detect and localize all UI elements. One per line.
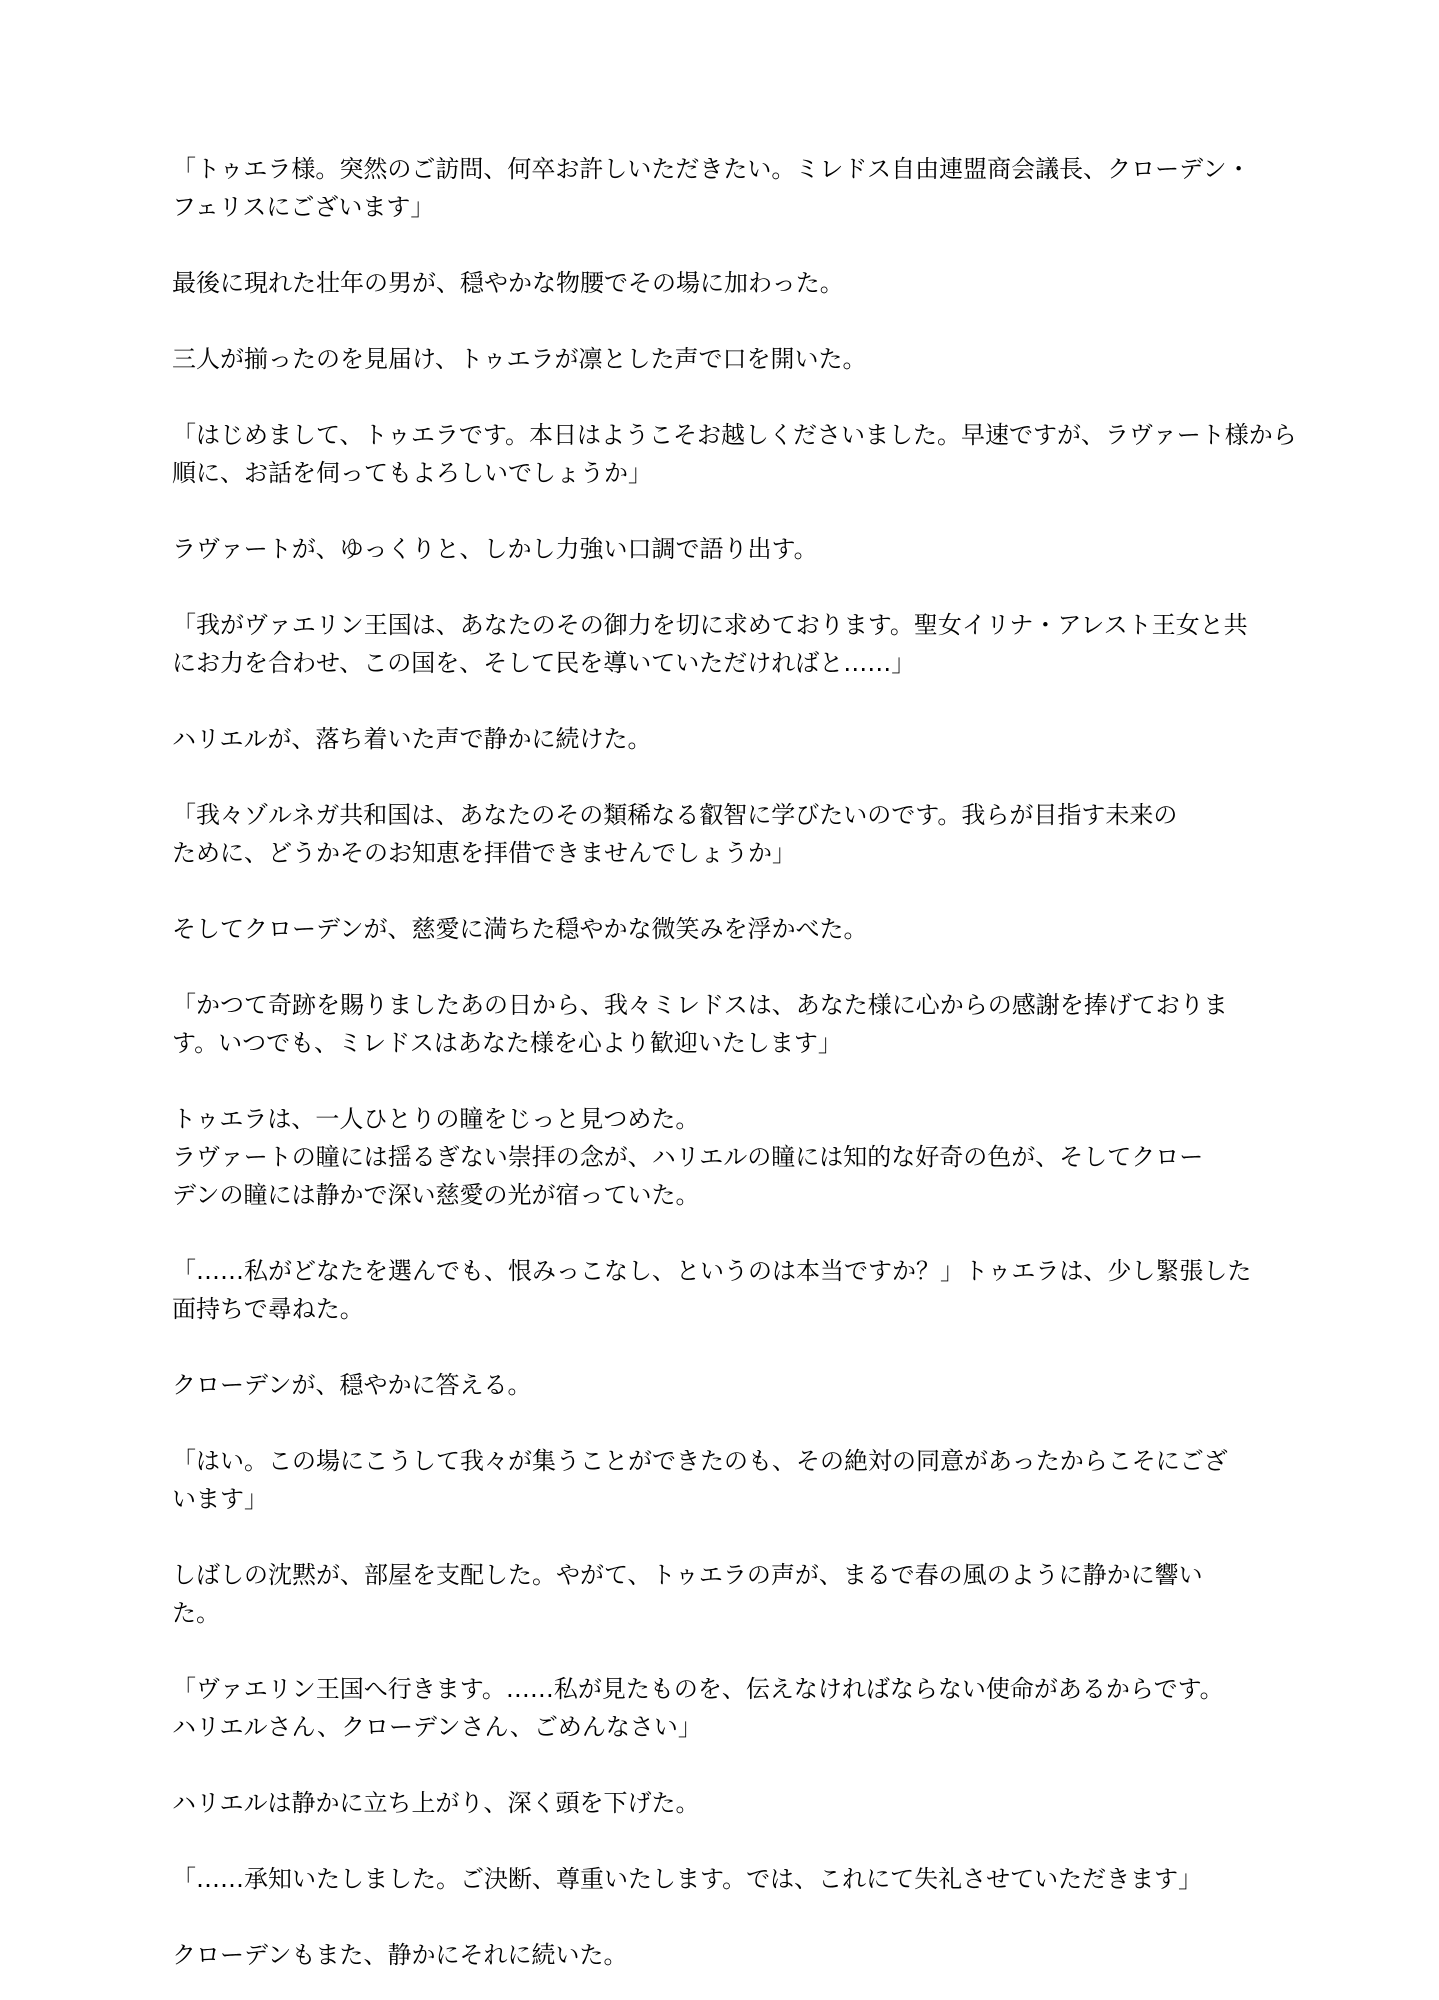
- text-line: ラヴァートが、ゆっくりと、しかし力強い口調で語り出す。: [172, 535, 818, 563]
- paragraph: [172, 720, 1302, 758]
- paragraph: [172, 1252, 1302, 1328]
- paragraph: [172, 264, 1302, 302]
- paragraph: [172, 1860, 1302, 1898]
- text-line: 面持ちで尋ねた。: [172, 1295, 364, 1323]
- text-line: 「はじめまして、トゥエラです。本日はようこそお越しくださいました。早速ですが、ラヴァート様から: [172, 421, 1297, 449]
- text-line: 三人が揃ったのを見届け、トゥエラが凛とした声で口を開いた。: [172, 345, 867, 373]
- text-line: しばしの沈黙が、部屋を支配した。やがて、トゥエラの声が、まるで春の風のように静かに響い: [172, 1561, 1203, 1589]
- text-line: た。: [172, 1599, 220, 1627]
- paragraph: [172, 986, 1302, 1062]
- document-page: [172, 150, 1302, 1974]
- text-line: 「トゥエラ様。突然のご訪問、何卒お許しいただきたい。ミレドス自由連盟商会議長、クローデン・: [172, 155, 1251, 183]
- paragraph: [172, 1442, 1302, 1518]
- paragraph: [172, 1670, 1302, 1746]
- paragraph: [172, 530, 1302, 568]
- paragraph: [172, 1366, 1302, 1404]
- paragraph: [172, 606, 1302, 682]
- paragraph: [172, 1936, 1302, 1974]
- text-line: クローデンが、穏やかに答える。: [172, 1371, 532, 1399]
- paragraph: [172, 150, 1302, 226]
- text-line: 最後に現れた壮年の男が、穏やかな物腰でその場に加わった。: [172, 269, 844, 297]
- paragraph: [172, 910, 1302, 948]
- text-line: クローデンもまた、静かにそれに続いた。: [172, 1941, 628, 1969]
- paragraph: [172, 416, 1302, 492]
- text-line: 「ヴァエリン王国へ行きます。……私が見たものを、伝えなければならない使命があるからです。: [172, 1675, 1224, 1703]
- text-line: ハリエルが、落ち着いた声で静かに続けた。: [172, 725, 652, 753]
- paragraph: [172, 1556, 1302, 1632]
- text-line: フェリスにございます」: [172, 193, 435, 221]
- text-line: ラヴァートの瞳には揺るぎない崇拝の念が、ハリエルの瞳には知的な好奇の色が、そしてクロー: [172, 1143, 1204, 1171]
- text-line: そしてクローデンが、慈愛に満ちた穏やかな微笑みを浮かべた。: [172, 915, 868, 943]
- text-line: 「我々ゾルネガ共和国は、あなたのその類稀なる叡智に学びたいのです。我らが目指す未来の: [172, 801, 1178, 829]
- paragraph: [172, 1100, 1302, 1214]
- text-line: デンの瞳には静かで深い慈愛の光が宿っていた。: [172, 1181, 700, 1209]
- text-line: ために、どうかそのお知恵を拝借できませんでしょうか」: [172, 839, 796, 867]
- text-line: 「我がヴァエリン王国は、あなたのその御力を切に求めております。聖女イリナ・アレスト王女と共: [172, 611, 1248, 639]
- text-line: 「……承知いたしました。ご決断、尊重いたします。では、これにて失礼させていただきます」: [172, 1865, 1203, 1893]
- paragraph: [172, 340, 1302, 378]
- text-line: す。いつでも、ミレドスはあなた様を心より歓迎いたします」: [172, 1029, 842, 1057]
- text-line: います」: [172, 1485, 268, 1513]
- text-line: にお力を合わせ、この国を、そして民を導いていただければと……」: [172, 649, 916, 677]
- text-line: トゥエラは、一人ひとりの瞳をじっと見つめた。: [172, 1105, 700, 1133]
- text-line: 「かつて奇跡を賜りましたあの日から、我々ミレドスは、あなた様に心からの感謝を捧げておりま: [172, 991, 1228, 1019]
- paragraph: [172, 796, 1302, 872]
- text-line: 「……私がどなたを選んでも、恨みっこなし、というのは本当ですか？」トゥエラは、少し緊張した: [172, 1257, 1252, 1285]
- text-line: 順に、お話を伺ってもよろしいでしょうか」: [172, 459, 652, 487]
- text-line: 「はい。この場にこうして我々が集うことができたのも、その絶対の同意があったからこそにござ: [172, 1447, 1228, 1475]
- paragraph: [172, 1784, 1302, 1822]
- text-line: ハリエルさん、クローデンさん、ごめんなさい」: [172, 1713, 702, 1741]
- text-line: ハリエルは静かに立ち上がり、深く頭を下げた。: [172, 1789, 700, 1817]
